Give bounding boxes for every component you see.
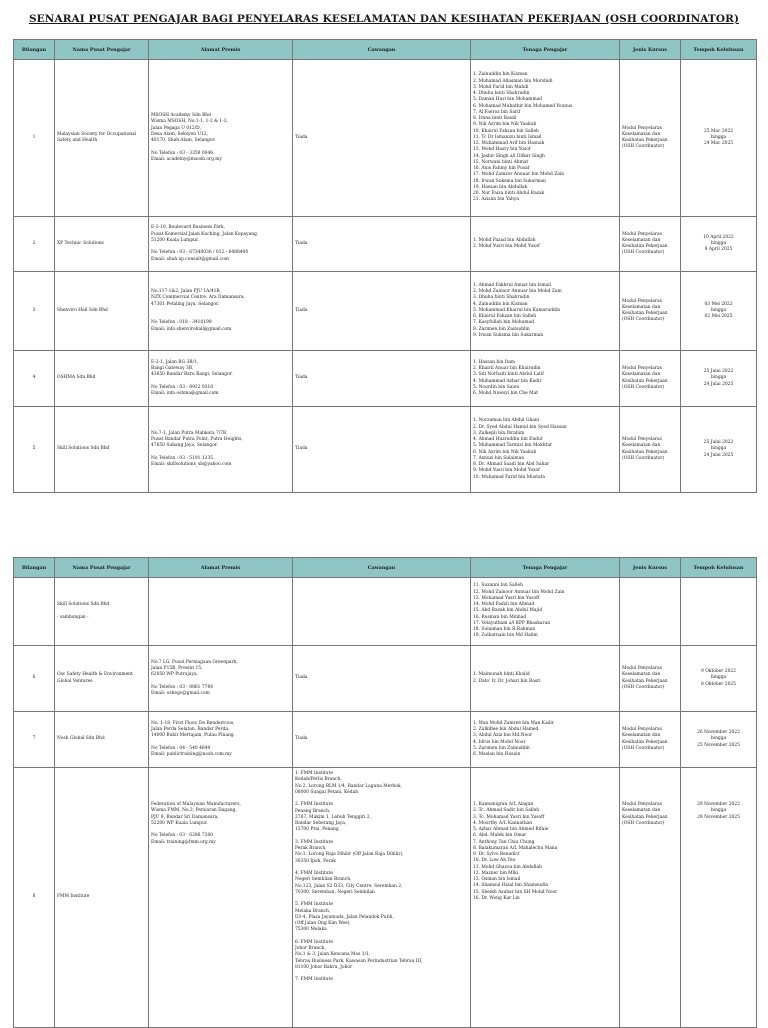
- header-alamat: Alamat Premis: [149, 40, 293, 60]
- cell-tenaga: 1. Zainuddin bin Kisman 2. Muhamad Allasman bin Morshidi 3. Mohd Farid bin Mahdi 4. Dhuha binti Shahrudin 5. Daman Huri bin Mohammad 6. Mohamad Muhathir bin Mohamed Younus 7. Al Faeroz bin Sarif 8. Irnna binti Rasdi 9. Nik Azrim bin Nik Yaakub 10. Khairul Fahzan bin Salleh 11. Tc Dr Ismanizu binti Ismail 12. Muhammad Arif bin Hasnah 13. Mohd Hasry bin Yusof 14. Jasbir Singh a/l Dilkar Singh 15. Norwani binti Ahmat 16. Anis Fahmy bin Pusat 17. Mohd Zamzor Anuuar bin Mohd Zain 18. Irwan Suksma bin Sukarman 19. Hassan bin Abdullah 20. Nur Faiza binti Abdul Razak 21. Azizan bin Yahya: [471, 60, 620, 217]
- header-jenis: Jenis Kursus: [620, 558, 681, 578]
- cell-alamat: [149, 578, 293, 646]
- cell-tempoh: 10 April 2022 hingga 9 April 2025: [681, 217, 757, 272]
- cell-alamat: Federation of Malaysian Manufacturers, Wisma FMM, No.3, Persiaran Dagang, PJU 9, Bandar Sri Damansara, 52200 WP Kuala Lumpur. No Telefon : 03 - 6286 7200 Email: training@fmm.org.my: [149, 768, 293, 1028]
- cell-tempoh: 25 Julai 2022 hingga 24 Julai 2025: [681, 351, 757, 407]
- cell-tempoh: 26 November 2022 hingga 25 November 2025: [681, 712, 757, 768]
- cell-tenaga: 11. Suzanni bin Salleh 12. Mohd Zainoor Annuar bin Mohd Zain 13. Mohamad Yusri bin Yusoff 14. Mohd Fadzil bin Ahmad 15. Abd Razak bin Abdul Majid 16. Rusman bin Minhad 17. Velayutham a/l KPP Bhaskaran 18. Sulaiman bin R.Rahman 19. Zulkarnain bin Md Halim: [471, 578, 620, 646]
- cell-jenis: Modul Penyelaras Keselamatan dan Kesihatan Pekerjaan (OSH Coordinator): [620, 712, 681, 768]
- cell-jenis: Modul Penyelaras Keselamatan dan Kesihatan Pekerjaan (OSH Coordinator): [620, 217, 681, 272]
- cell-jenis: Modul Penyelaras Keselamatan dan Kesihatan Pekerjaan (OSH Coordinator): [620, 768, 681, 1028]
- header-cawangan: Cawangan: [293, 558, 471, 578]
- table-header-row: [14, 558, 757, 578]
- table-row: [14, 712, 757, 768]
- cell-tempoh: 03 Mei 2022 hingga 02 Mei 2025: [681, 272, 757, 351]
- header-nama: Nama Pusat Pengajar: [55, 558, 149, 578]
- cell-nama: Malaysian Society for Occupational Safety and Health: [55, 60, 149, 217]
- cell-tempoh: 29 November 2022 hingga 28 November 2025: [681, 768, 757, 1028]
- table-row: [14, 351, 757, 407]
- table-row: [14, 272, 757, 351]
- page-title: SENARAI PUSAT PENGAJAR BAGI PENYELARAS KESELAMATAN DAN KESIHATAN PEKERJAAN (OSH COORDINATOR): [28, 13, 740, 25]
- cell-cawangan: Tiada: [293, 60, 471, 217]
- cell-bilangan: 4: [14, 351, 55, 407]
- header-bilangan: Bilangan: [14, 40, 55, 60]
- cell-nama: Skill Solutions Sdn Bhd - sambungan -: [55, 578, 149, 646]
- cell-jenis: Modul Penyelaras Keselamatan dan Kesihatan Pekerjaan (OSH Coordinator): [620, 646, 681, 712]
- cell-nama: Nosh Global Sdn Bhd: [55, 712, 149, 768]
- cell-bilangan: 1: [14, 60, 55, 217]
- table-row: [14, 768, 757, 1028]
- cell-alamat: No. 1-18, First Floor, De Rendezvous, Jalan Perda Selatan, Bandar Perda, 14000 Bukit Mertajam, Pulau Pinang. No Telefon : 04 - 540 4849 Email: publictraining@nosh.com.my: [149, 712, 293, 768]
- cell-jenis: Modul Penyelaras Keselamatan dan Kesihatan Pekerjaan (OSH Coordinator): [620, 351, 681, 407]
- cell-jenis: Modul Penyelaras Keselamatan dan Kesihatan Pekerjaan (OSH Coordinator): [620, 407, 681, 493]
- cell-tenaga: 1. Wan Mohd Zamree bin Wan Kadir 2. Zulkiflee bin Abdul Hamed 3. Abdul Aziz bin Md.Noor 4. Idrus bin Mohd Noor 5. Zarimen bin Zainuddin 6. Maslan bin Husain: [471, 712, 620, 768]
- cell-jenis: Modul Penyelaras Keselamatan dan Kesihatan Pekerjaan (OSH Coordinator): [620, 272, 681, 351]
- cell-cawangan: Tiada: [293, 712, 471, 768]
- cell-nama: Shenviro Hall Sdn Bhd: [55, 272, 149, 351]
- cell-tempoh: 25 Julai 2022 hingga 24 Julai 2025: [681, 407, 757, 493]
- cell-cawangan: 1. FMM Institute Kedah/Perlis Branch, No.2, Lorong BLM 1/4, Bandar Laguna Merbok, 08000 Sungai Petani, Kedah 2. FMM Institute Penang Branch, 2767, Mukim 1, Lebuh Tenggiri 2, Bandar Seberang Jaya, 13700 Prai, Penang 3. FMM Institute Perak Branch, No.1, Lorong Raja Dihilir (Off Jalan Raja Dihilir), 30350 Ipoh, Perak 4. FMM Institute Negeri Sembilan Branch, No.123, Jalan S2 D33, City Centre, Seremban 2, 70300, Seremban, Negeri Sembilan 5. FMM Institute Melaka Branch, D3-4, Plaza Jayamuda, Jalan Pelandok Putih, (Off Jalan Ong Kim Wee), 75300 Melaka 6. FMM Institute Johor Branch, No.1 & 3, Jalan Kencana Mas 1/1, Tebrau Business Park, Kawasan Perindustrian Tebrau III, 81100 Johor Bahru, Johor 7. FMM Institute: [293, 768, 471, 1028]
- cell-tempoh: 9 Oktober 2022 hingga 8 Oktober 2025: [681, 646, 757, 712]
- training-centre-table-1: [13, 39, 757, 493]
- cell-nama: Skill Solutions Sdn Bhd: [55, 407, 149, 493]
- cell-tempoh: 25 Mac 2022 hingga 24 Mac 2025: [681, 60, 757, 217]
- cell-cawangan: Tiada: [293, 217, 471, 272]
- cell-tenaga: 1. Hassan bin Itam 2. Khairil Anuar bin Khairudin 3. Siti Norhaiti binti Abdul Latif 4. Muhammad Azhar bin Kadir 5. Noordin bin Saion 6. Mohd Nawsyi bin Che Mat: [471, 351, 620, 407]
- cell-tenaga: 1. Maimunah binti Khalid 2. Dato' Ir. Dr. Johari bin Basri: [471, 646, 620, 712]
- cell-nama: XP Technic Solutions: [55, 217, 149, 272]
- cell-nama: Osc Safety Health & Environment Global Ventures: [55, 646, 149, 712]
- header-jenis: Jenis Kursus: [620, 40, 681, 60]
- cell-cawangan: Tiada: [293, 407, 471, 493]
- cell-tenaga: 1. Norzaman bin Abdul Ghani 2. Dr. Syed Abdul Hamid bin Syed Hassan 3. Zulkepli bin Ibrahim 4. Ahmad Huzruddin bin Endut 5. Muhammad Tarmizi bin Mokhtar 6. Nik Azrim bin Nik Yaakub 7. Asnuzi bin Sulaiman 8. Dr. Ahmad Saadi bin Abd Sahar 9. Mohd Yusri bin Mohd Yusof 10. Muhamad Farid bin Mustafa: [471, 407, 620, 493]
- cell-tenaga: 1. Kannanigran A/L Alagan 2. Tc. Ahmad Sadir bin Salleh 3. Tc. Mohamad Yusri bin Yusoff 4. Moorthy A/L Kannathan 5. Azhar Ahmad bin Ahmed Rifaie 6. Abd. Malek bin Omar 7. Anthony Tan Chiu Chung 8. Balakumaran A/L Mahalechu Mana 9. Dr. Sylvo Benedict 10. Dr. Low Ah Teo 11. Mohd Ghazou bin Abdullah 12. Mazner bin Mlki 13. Osman bin Ismail 14. Shamsul Hizal bin Shamsudin 15. Sheikh Azahar bin SH Mohd Noor 16. Dr. Wong Kar Lin: [471, 768, 620, 1028]
- cell-bilangan: [14, 578, 55, 646]
- cell-nama: OSHMA Sdn Bhd: [55, 351, 149, 407]
- cell-nama: FMM Institute: [55, 768, 149, 1028]
- header-nama: Nama Pusat Pengajar: [55, 40, 149, 60]
- header-tempoh: Tempoh Kelulusan: [681, 40, 757, 60]
- header-bilangan: Bilangan: [14, 558, 55, 578]
- table-header-row: [14, 40, 757, 60]
- table-row: [14, 646, 757, 712]
- cell-alamat: E-2-1, Jalan BG 3B/1, Bangi Gateway 3B, 43650 Bandar Baru Bangi, Selangor. No Telefon : 03 - 8922 9318 Email: info.oshma@gmail.com: [149, 351, 293, 407]
- header-cawangan: Cawangan: [293, 40, 471, 60]
- training-centre-table-2: [13, 557, 757, 1028]
- table-row: [14, 60, 757, 217]
- cell-bilangan: 7: [14, 712, 55, 768]
- table-row: [14, 217, 757, 272]
- cell-bilangan: 8: [14, 768, 55, 1028]
- cell-bilangan: 6: [14, 646, 55, 712]
- cell-tenaga: 1. Ahmad Fakhrul Anuar bin Ismail 2. Mohd Zainoor Annuar bin Mohd Zain 3. Dhuha binti Shahrudin 4. Zainuddin bin Kisman 5. Mohammad Khairul bin Kamaruddin 6. Khairul Fahzan bin Salleh 7. Kasyfullah bin Mohamad 8. Zarimen bin Zainuddin 9. Irwan Suksma bin Sukarman: [471, 272, 620, 351]
- cell-alamat: No.117-1&2, Jalan PJU 1A/41B, NZX Commercial Centre, Ara Damansara, 47301 Petaling Jaya, Selangor. No Telefon : 018 - 3410199 Email: info.shenvirohall@gmail.com: [149, 272, 293, 351]
- cell-cawangan: Tiada: [293, 646, 471, 712]
- cell-cawangan: Tiada: [293, 351, 471, 407]
- cell-bilangan: 2: [14, 217, 55, 272]
- cell-bilangan: 3: [14, 272, 55, 351]
- table-row: [14, 578, 757, 646]
- cell-bilangan: 5: [14, 407, 55, 493]
- header-tempoh: Tempoh Kelulusan: [681, 558, 757, 578]
- cell-alamat: No.7-1, Jalan Putra Mahkota 7/7B, Pusat Bandar Putra Point, Putra Heights, 47650 Subang Jaya, Selangor. No Telefon : 03 - 5191 1235 Email: skillsolutions_sb@yahoo.com: [149, 407, 293, 493]
- cell-cawangan: Tiada: [293, 272, 471, 351]
- header-tenaga: Tenaga Pengajar: [471, 40, 620, 60]
- cell-alamat: No.7 LG, Pusat Perniagaan Greenpark, Jalan P15B, Presint 15, 62050 WP Putrajaya. No Telefon : 03 - 8861 7784 Email: oshegv@gmail.com: [149, 646, 293, 712]
- cell-alamat: E-2-10, Boulevard Business Park, Pusat Komersial Jalan Kuching, Jalan Kepayang, 51200 Kuala Lumpur. No Telefon : 03 - 67340036 / 012 - 6488400 Email: shah.xp.consult@gmail.com: [149, 217, 293, 272]
- table-row: [14, 407, 757, 493]
- cell-alamat: MSOSH Academy Sdn Bhd Wisma MSOSH, No.1-1, 1-2 & 1-3, Jalan Pegaga U 012/D, Desa Alam, Seksyen U12, 40170, Shah Alam, Selangor. No Telefon : 03 - 3359 0046 Email: academy@msosh.org.my: [149, 60, 293, 217]
- cell-jenis: [620, 578, 681, 646]
- header-alamat: Alamat Premis: [149, 558, 293, 578]
- cell-jenis: Modul Penyelaras Keselamatan dan Kesihatan Pekerjaan (OSH Coordinator): [620, 60, 681, 217]
- cell-cawangan: [293, 578, 471, 646]
- header-tenaga: Tenaga Pengajar: [471, 558, 620, 578]
- cell-tenaga: 1. Mohd Pazad bin Abdullah 2. Mohd Yusri bin Mohd Yusof: [471, 217, 620, 272]
- cell-tempoh: [681, 578, 757, 646]
